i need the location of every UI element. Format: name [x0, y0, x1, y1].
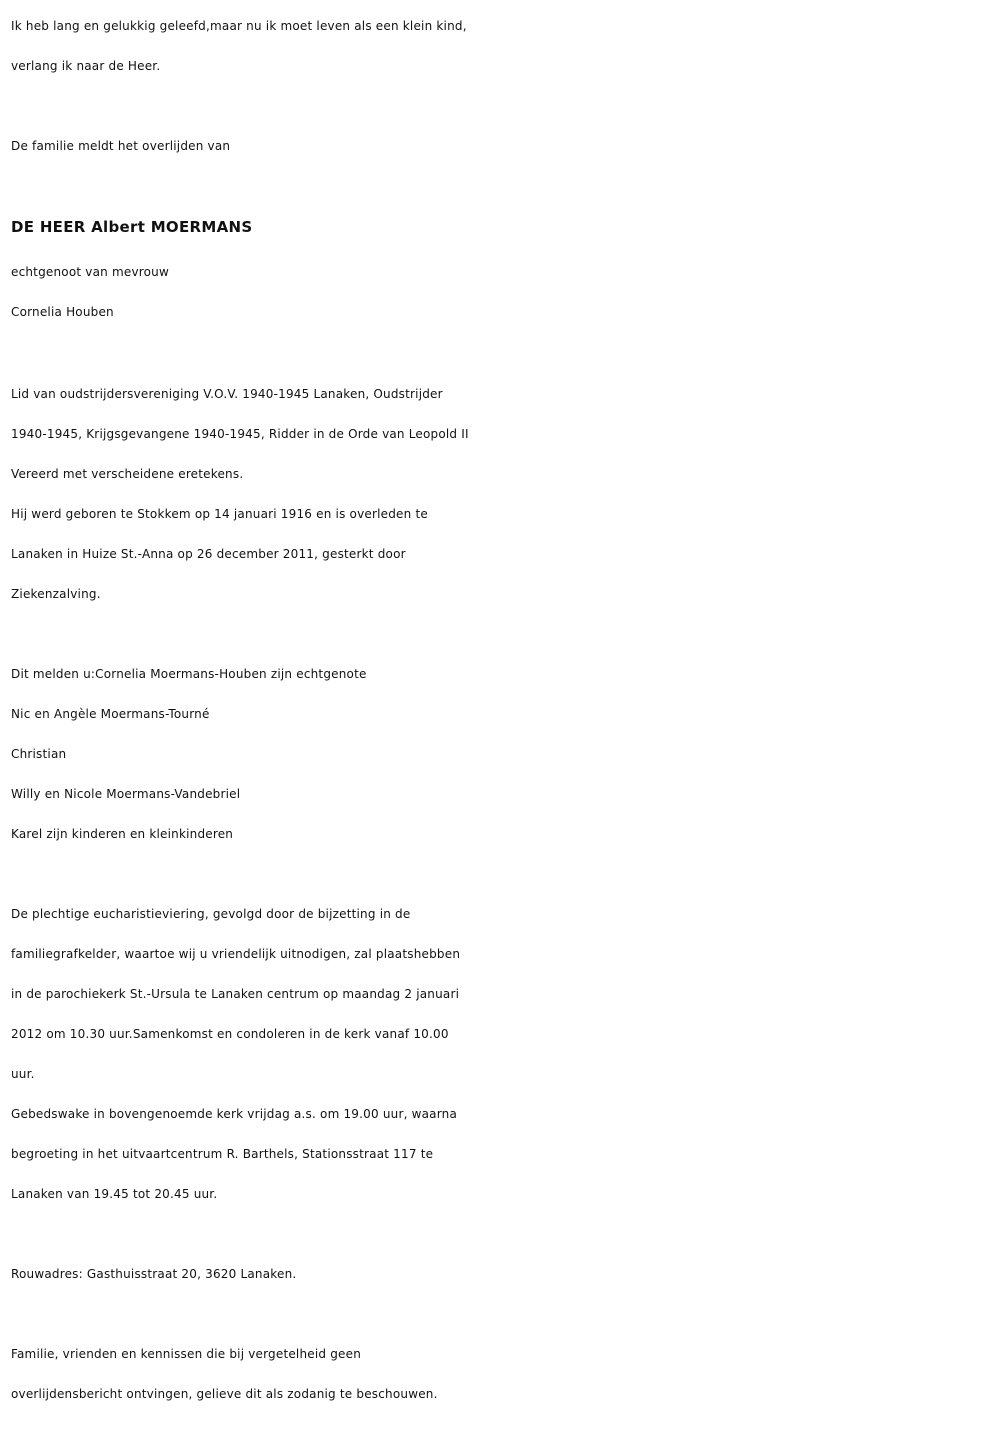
deceased-block — [11, 202, 990, 332]
announcement-text: De familie meldt het overlijden van — [11, 139, 231, 153]
ceremony-line: De plechtige eucharistieviering, gevolgd door de bijzetting in de — [11, 907, 411, 921]
biography-line: Vereerd met verscheidene eretekens. — [11, 467, 244, 481]
deceased-name: DE HEER Albert MOERMANS — [11, 218, 253, 236]
ceremony-line: Gebedswake in bovengenoemde kerk vrijdag a.s. om 19.00 uur, waarna — [11, 1107, 458, 1121]
mourning-address: Rouwadres: Gasthuisstraat 20, 3620 Lanaken. — [11, 1267, 297, 1281]
motto-line: verlang ik naar de Heer. — [11, 59, 161, 73]
ceremony-line: 2012 om 10.30 uur.Samenkomst en condoleren in de kerk vanaf 10.00 — [11, 1027, 449, 1041]
biography-line: Hij werd geboren te Stokkem op 14 januari 1916 en is overleden te — [11, 507, 428, 521]
closing-line: Familie, vrienden en kennissen die bij vergetelheid geen — [11, 1347, 362, 1361]
motto-line: Ik heb lang en gelukkig geleefd,maar nu ik moet leven als een klein kind, — [11, 19, 467, 33]
motto-block — [11, 6, 990, 86]
announcement-block — [11, 126, 990, 166]
spouse-line: echtgenoot van mevrouw — [11, 265, 169, 279]
closing-block — [11, 1334, 990, 1414]
ceremony-line: Lanaken van 19.45 tot 20.45 uur. — [11, 1187, 218, 1201]
biography-line: Ziekenzalving. — [11, 587, 101, 601]
ceremony-block — [11, 894, 990, 1214]
closing-line: overlijdensbericht ontvingen, gelieve dit als zodanig te beschouwen. — [11, 1387, 438, 1401]
biography-line: Lid van oudstrijdersvereniging V.O.V. 1940-1945 Lanaken, Oudstrijder — [11, 387, 443, 401]
biography-line: 1940-1945, Krijgsgevangene 1940-1945, Ridder in de Orde van Leopold II — [11, 427, 469, 441]
spouse-line: Cornelia Houben — [11, 305, 114, 319]
family-line: Nic en Angèle Moermans-Tourné — [11, 707, 210, 721]
biography-line: Lanaken in Huize St.-Anna op 26 december 2011, gesterkt door — [11, 547, 406, 561]
family-line: Christian — [11, 747, 67, 761]
family-line: Karel zijn kinderen en kleinkinderen — [11, 827, 234, 841]
biography-block — [11, 374, 990, 614]
ceremony-line: uur. — [11, 1067, 35, 1081]
family-line: Willy en Nicole Moermans-Vandebriel — [11, 787, 241, 801]
family-line: Dit melden u:Cornelia Moermans-Houben zijn echtgenote — [11, 667, 367, 681]
ceremony-line: familiegrafkelder, waartoe wij u vriendelijk uitnodigen, zal plaatshebben — [11, 947, 461, 961]
address-block — [11, 1254, 990, 1294]
ceremony-line: begroeting in het uitvaartcentrum R. Barthels, Stationsstraat 117 te — [11, 1147, 434, 1161]
family-block — [11, 654, 990, 854]
ceremony-line: in de parochiekerk St.-Ursula te Lanaken centrum op maandag 2 januari — [11, 987, 460, 1001]
